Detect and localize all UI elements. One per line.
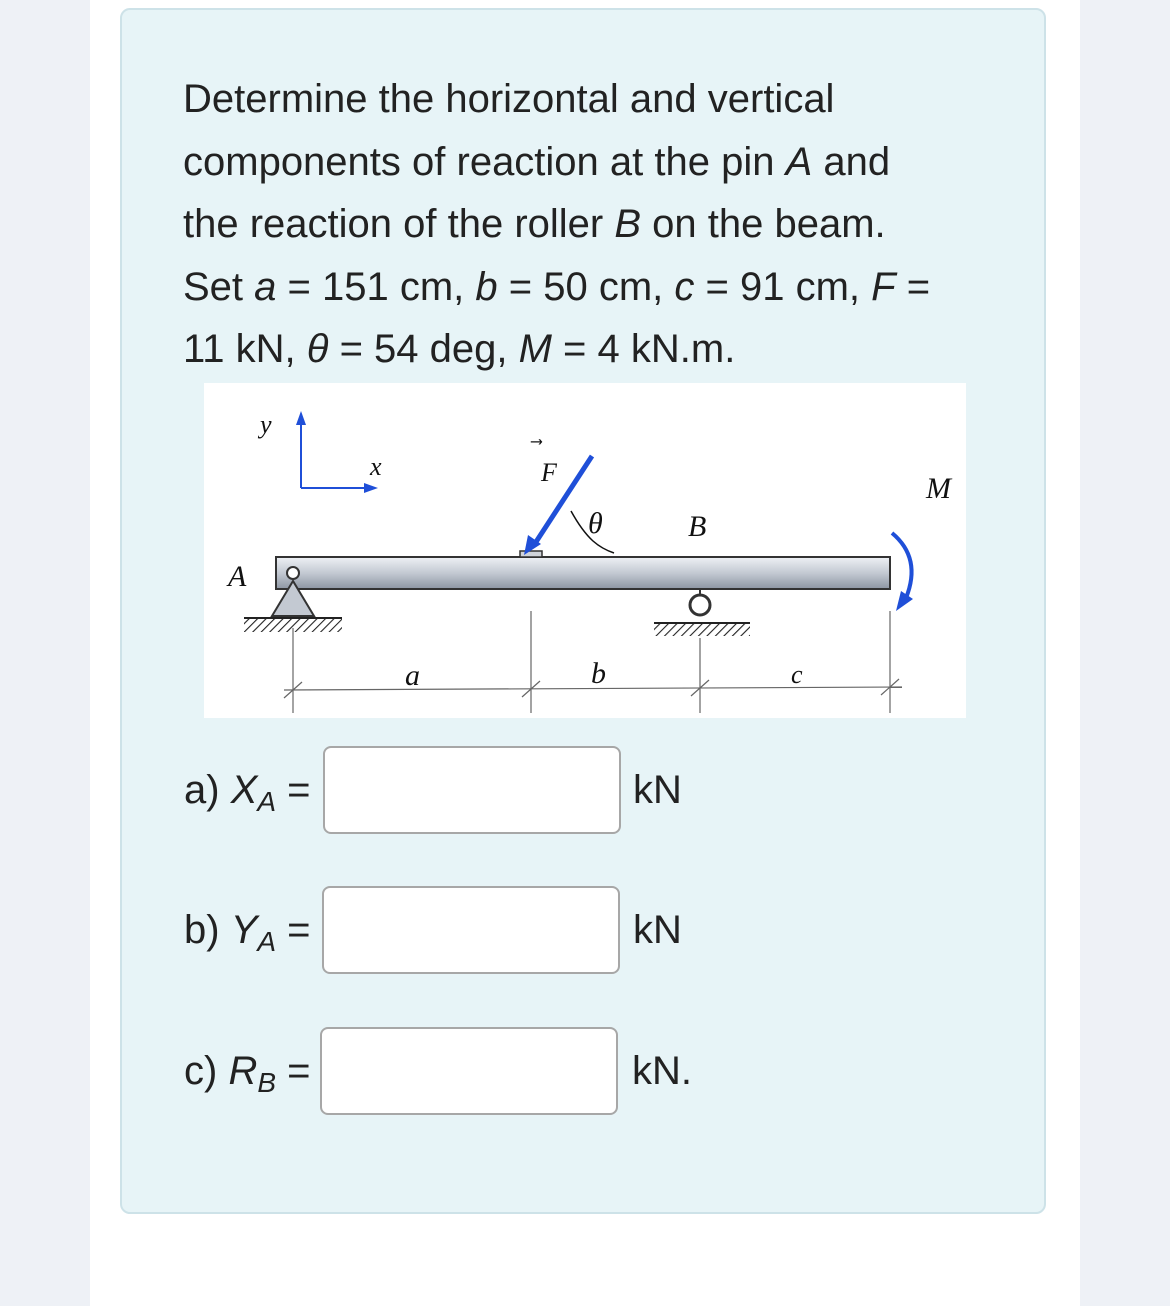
force-arrow bbox=[524, 439, 614, 555]
moment-arrow bbox=[892, 472, 953, 611]
answer-label-xa bbox=[184, 746, 311, 834]
dim-c-label: c bbox=[791, 660, 803, 689]
roller-label: B bbox=[688, 510, 707, 543]
rb-input[interactable] bbox=[320, 1027, 618, 1115]
answer-sub-xa: A bbox=[257, 786, 277, 817]
param-m-value: = 4 kN.m. bbox=[551, 327, 736, 371]
x-axis-arrowhead bbox=[364, 483, 378, 493]
moment-label: M bbox=[926, 472, 951, 505]
question-line-1-text: Determine the horizontal and vertical bbox=[183, 77, 835, 121]
force-vector-mark bbox=[530, 439, 543, 445]
answer-unit-rb: kN. bbox=[632, 1049, 692, 1093]
answer-var-rb: R bbox=[228, 1049, 258, 1093]
pin-hole bbox=[287, 567, 299, 579]
beam-diagram bbox=[204, 383, 966, 718]
answer-prefix-ya: b) bbox=[184, 908, 231, 952]
param-theta-value: = 54 deg, bbox=[328, 327, 519, 371]
param-theta-name: θ bbox=[306, 327, 329, 371]
param-a-name: a bbox=[254, 264, 277, 309]
moment-arrowhead bbox=[896, 591, 913, 611]
answer-sub-rb: B bbox=[257, 1067, 277, 1098]
answer-label-rb bbox=[184, 1027, 311, 1115]
param-b-name: b bbox=[475, 264, 498, 309]
param-f-value: 11 kN, bbox=[183, 327, 307, 371]
y-axis-label: y bbox=[260, 410, 272, 439]
question-line-3 bbox=[183, 193, 973, 256]
xa-input[interactable] bbox=[323, 746, 621, 834]
answer-row-rb bbox=[184, 1027, 704, 1115]
roller-ground-hatch bbox=[654, 623, 750, 636]
answer-equals-ya: = bbox=[276, 908, 311, 952]
set-word: Set bbox=[183, 264, 255, 309]
question-text bbox=[183, 68, 973, 381]
beam bbox=[276, 557, 890, 589]
answer-row-xa bbox=[184, 746, 704, 834]
param-b-value: = 50 cm, bbox=[497, 264, 675, 309]
param-m-name: M bbox=[518, 327, 552, 371]
answer-unit-ya: kN bbox=[633, 908, 682, 952]
param-c-name: c bbox=[674, 264, 695, 309]
answer-prefix-rb: c) bbox=[184, 1049, 229, 1093]
pin-variable: A bbox=[785, 139, 813, 184]
question-line-1 bbox=[183, 68, 973, 131]
coordinate-axes bbox=[257, 410, 382, 493]
answer-var-xa: X bbox=[230, 768, 258, 812]
param-f-name: F bbox=[871, 264, 896, 309]
force-pad bbox=[520, 551, 542, 557]
question-line-2 bbox=[183, 131, 973, 194]
question-line-4 bbox=[183, 256, 973, 319]
x-axis-label: x bbox=[370, 452, 382, 481]
question-line-5 bbox=[183, 318, 973, 381]
question-line-3-post: on the beam. bbox=[641, 202, 886, 246]
force-label: F bbox=[541, 458, 557, 487]
moment-arc bbox=[892, 533, 912, 598]
question-line-2-post: and bbox=[812, 139, 891, 184]
dim-a-label: a bbox=[405, 659, 420, 692]
param-f-equals: = bbox=[895, 264, 931, 309]
answer-label-ya bbox=[184, 886, 311, 974]
param-c-value: = 91 cm, bbox=[694, 264, 872, 309]
answer-equals-rb: = bbox=[276, 1049, 311, 1093]
roller-wheel bbox=[690, 595, 710, 615]
answer-prefix-xa: a) bbox=[184, 768, 231, 812]
question-line-3-pre: the reaction of the roller bbox=[183, 202, 615, 246]
answer-equals-xa: = bbox=[276, 768, 311, 812]
beam-diagram-svg bbox=[204, 383, 966, 718]
angle-label: θ bbox=[588, 507, 603, 540]
answer-var-ya: Y bbox=[230, 908, 258, 952]
answer-sub-ya: A bbox=[257, 926, 277, 957]
pin-label: A bbox=[228, 560, 247, 593]
answer-row-ya bbox=[184, 886, 704, 974]
dim-b-label: b bbox=[591, 657, 606, 690]
question-line-2-pre: components of reaction at the pin bbox=[183, 139, 786, 184]
y-axis-arrowhead bbox=[296, 411, 306, 425]
param-a-value: = 151 cm, bbox=[276, 264, 476, 309]
answer-unit-xa: kN bbox=[633, 768, 682, 812]
ya-input[interactable] bbox=[322, 886, 620, 974]
roller-variable: B bbox=[614, 202, 642, 246]
